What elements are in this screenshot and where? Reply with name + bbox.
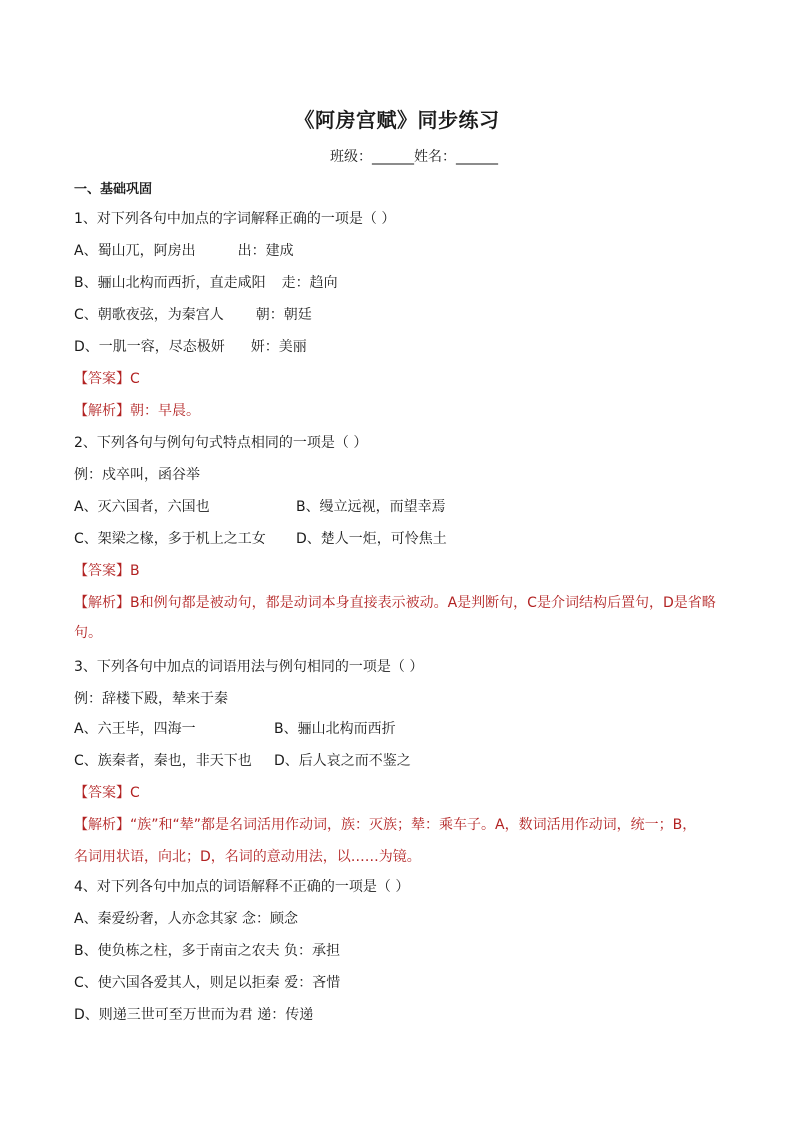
q4-stem: 4、对下列各句中加点的词语解释不正确的一项是（ ）: [74, 879, 410, 895]
q3-option-d: D、后人哀之而不鉴之: [274, 753, 411, 769]
q3-answer: 【答案】C: [74, 785, 140, 801]
q4-option-b: B、使负栋之柱，多于南亩之农夫 负：承担: [74, 943, 341, 959]
q3-option-a: A、六王毕，四海一: [74, 721, 196, 737]
q1-option-b-note: 走：趋向: [281, 275, 338, 291]
q1-option-b: [74, 272, 338, 292]
q4-option-d: D、则递三世可至万世而为君 递：传递: [74, 1007, 314, 1023]
q4-option-c: C、使六国各爱其人，则足以拒秦 爱：吝惜: [74, 975, 341, 991]
q1-option-d: [74, 336, 307, 356]
q1-analysis: 【解析】朝：早晨。: [74, 403, 200, 419]
q1-option-d-note: 妍：美丽: [250, 339, 307, 355]
q1-option-b-text: B、骊山北构而西折，直走咸阳: [74, 275, 266, 291]
q1-option-c: [74, 304, 312, 324]
q2-option-d: D、楚人一炬，可怜焦土: [296, 531, 447, 547]
q2-example: 例：戍卒叫，函谷举: [74, 467, 200, 483]
q2-option-b: B、缦立远视，而望幸焉: [296, 499, 446, 515]
q1-stem: 1、对下列各句中加点的字词解释正确的一项是（ ）: [74, 211, 396, 227]
q1-answer: 【答案】C: [74, 371, 140, 387]
q1-option-a: [74, 240, 294, 260]
q4-option-a: A、秦爱纷奢，人亦念其家 念：顾念: [74, 911, 299, 927]
class-name-line: 班级：______姓名：______: [330, 149, 498, 165]
q1-option-c-text: C、朝歌夜弦，为秦宫人: [74, 307, 224, 323]
q3-option-c: C、族秦者，秦也，非天下也: [74, 753, 252, 769]
q3-analysis-line1: 【解析】“族”和“辇”都是名词活用作动词，族：灭族；辇：乘车子。A，数词活用作动词，统一；B，: [74, 817, 697, 833]
q3-option-b: B、骊山北构而西折: [274, 721, 396, 737]
q3-example: 例：辞楼下殿，辇来于秦: [74, 691, 228, 707]
q1-option-c-note: 朝：朝廷: [255, 307, 312, 323]
page-title: 《阿房宫赋》同步练习: [294, 108, 500, 132]
section-heading: 一、基础巩固: [74, 182, 153, 197]
q3-analysis-line2: 名词用状语，向北；D，名词的意动用法，以……为镜。: [74, 849, 421, 865]
q2-option-c: C、架梁之椽，多于机上之工女: [74, 531, 266, 547]
q3-stem: 3、下列各句中加点的词语用法与例句相同的一项是（ ）: [74, 659, 424, 675]
q1-option-a-text: A、蜀山兀，阿房出: [74, 243, 196, 259]
q2-analysis-line1: 【解析】B和例句都是被动句，都是动词本身直接表示被动。A是判断句，C是介词结构后置句，D是省略: [74, 595, 716, 611]
q1-option-a-note: 出：建成: [237, 243, 294, 259]
q2-analysis-line2: 句。: [74, 625, 102, 641]
q2-option-a: A、灭六国者，六国也: [74, 499, 210, 515]
q2-stem: 2、下列各句与例句句式特点相同的一项是（ ）: [74, 435, 368, 451]
q2-answer: 【答案】B: [74, 563, 140, 579]
q1-option-d-text: D、一肌一容，尽态极妍: [74, 339, 225, 355]
